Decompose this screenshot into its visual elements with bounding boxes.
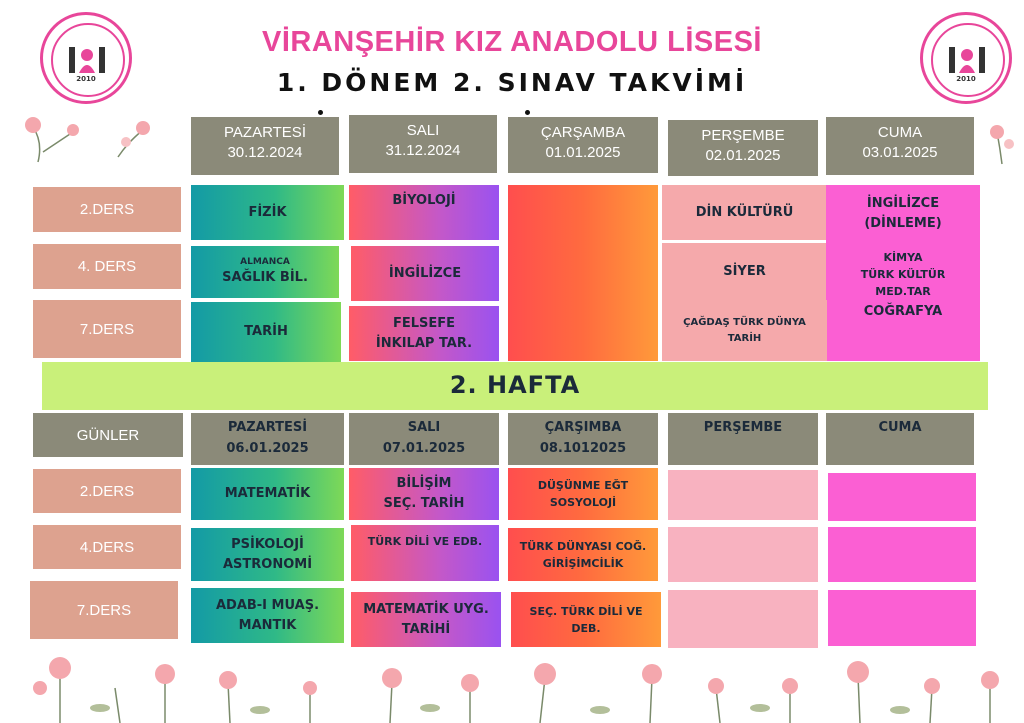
day-date: 30.12.2024 [227, 144, 303, 161]
school-title: VİRANŞEHİR KIZ ANADOLU LİSESİ [261, 26, 762, 58]
subject: TARİH [244, 324, 288, 339]
subject: FİZİK [248, 204, 287, 220]
exam-cell-empty [508, 185, 658, 361]
day-name: PERŞEMBE [703, 420, 783, 435]
day-header-thursday [668, 120, 818, 176]
exam-cell-empty [828, 590, 976, 646]
logo-year: 2010 [956, 75, 976, 83]
subject: DEB. [571, 621, 601, 635]
day-name: PAZARTESİ [224, 124, 306, 141]
exam-cell [826, 185, 980, 243]
day-date: 02.01.2025 [705, 147, 781, 164]
subject: TÜRK DİLİ VE EDB. [367, 535, 483, 548]
subject: SİYER [723, 263, 766, 279]
subject: DİN KÜLTÜRÜ [695, 204, 794, 220]
exam-cell [191, 588, 344, 643]
exam-cell [349, 306, 499, 361]
day-name: ÇARŞAMBA [540, 124, 626, 141]
exam-cell [511, 592, 661, 647]
subject: SAĞLIK BİL. [222, 270, 308, 285]
subject: İNKILAP TAR. [375, 335, 473, 351]
day-header-friday [826, 117, 974, 175]
logo-year: 2010 [76, 75, 96, 83]
exam-cell-empty [668, 527, 818, 582]
exam-cell-empty [668, 470, 818, 520]
subject: COĞRAFYA [863, 304, 943, 319]
day-header-monday [191, 413, 344, 465]
day-date: 31.12.2024 [385, 142, 461, 159]
subject: GİRİŞİMCİLİK [542, 556, 624, 570]
subject: TARİH [727, 332, 762, 344]
subject: ALMANCA [240, 257, 290, 267]
days-column-header: GÜNLER [33, 413, 183, 457]
subject: FELSEFE [392, 315, 456, 331]
subject: İNGİLİZCE [866, 196, 940, 211]
day-date: 07.01.2025 [382, 441, 466, 456]
exam-cell-empty [828, 527, 976, 582]
subject: TARİHİ [401, 621, 451, 637]
exam-cell [349, 468, 499, 520]
subject: TÜRK KÜLTÜR [860, 268, 946, 281]
exam-cell [508, 468, 658, 520]
subject: ASTRONOMİ [222, 556, 313, 572]
exam-cell [191, 246, 339, 298]
period-label: 2.DERS [33, 187, 181, 232]
day-name: PAZARTESİ [227, 420, 308, 435]
subject: MATEMATİK [224, 486, 311, 501]
school-logo-right [920, 12, 1012, 104]
period-label: 2.DERS [33, 469, 181, 513]
school-logo-left [40, 12, 132, 104]
day-date: 01.01.2025 [545, 144, 621, 161]
subject: SEÇ. TARİH [383, 496, 465, 511]
exam-cell [191, 528, 344, 581]
day-name: ÇARŞIMBA [544, 420, 622, 435]
subject: DÜŞÜNME EĞT [537, 479, 629, 492]
subject: SOSYOLOJİ [549, 496, 617, 509]
week-2-banner: 2. HAFTA [42, 362, 988, 410]
period-label: 4. DERS [33, 244, 181, 289]
subject: MATEMATİK UYG. [363, 601, 489, 617]
girl-silhouette-icon [67, 45, 107, 75]
exam-cell [351, 246, 499, 301]
flower-decoration-icon [985, 120, 1019, 165]
day-name: PERŞEMBE [701, 127, 785, 144]
day-date: 08.1012025 [539, 441, 627, 456]
decor-dot [318, 110, 323, 115]
day-header-friday [826, 413, 974, 465]
flower-decoration-icon [18, 112, 158, 167]
day-name: SALI [406, 122, 440, 139]
subject: BİYOLOJİ [392, 193, 456, 208]
girl-silhouette-icon [947, 45, 987, 75]
exam-cell [191, 468, 344, 520]
day-name: CUMA [878, 420, 922, 435]
flower-border-icon [0, 648, 1024, 723]
period-label: 4.DERS [33, 525, 181, 569]
subject: MANTIK [238, 617, 297, 633]
subject: (DİNLEME) [864, 216, 942, 231]
exam-title: 1. DÖNEM 2. SINAV TAKVİMİ [276, 68, 748, 97]
exam-cell [351, 525, 499, 581]
exam-cell [662, 243, 827, 300]
subject: PSİKOLOJİ [231, 536, 304, 552]
subject: ADAB-I MUAŞ. [215, 597, 320, 613]
subject: KİMYA [883, 251, 923, 264]
subject: TÜRK DÜNYASI COĞ. [519, 539, 647, 553]
period-label: 7.DERS [33, 300, 181, 358]
exam-cell [349, 185, 499, 240]
day-header-thursday [668, 413, 818, 465]
decor-dot [525, 110, 530, 115]
exam-cell [508, 528, 658, 581]
exam-cell [351, 592, 501, 647]
day-header-wednesday [508, 117, 658, 173]
day-name: SALI [407, 420, 441, 435]
exam-cell [191, 302, 341, 362]
exam-cell [826, 243, 980, 361]
exam-cell [191, 185, 344, 240]
period-label: 7.DERS [30, 581, 178, 639]
day-header-wednesday [508, 413, 658, 465]
day-header-monday [191, 117, 339, 175]
day-header-tuesday [349, 115, 497, 173]
subject: BİLİŞİM [396, 476, 452, 491]
day-header-tuesday [349, 413, 499, 465]
subject: İNGİLİZCE [388, 265, 462, 281]
exam-cell [662, 300, 827, 361]
exam-cell [662, 185, 827, 240]
day-date: 06.01.2025 [226, 441, 309, 456]
exam-cell-empty [828, 473, 976, 521]
subject: ÇAĞDAŞ TÜRK DÜNYA [683, 316, 806, 328]
subject: SEÇ. TÜRK DİLİ VE [529, 604, 643, 618]
subject: MED.TAR [875, 285, 931, 298]
day-name: CUMA [877, 124, 923, 141]
day-date: 03.01.2025 [862, 144, 938, 161]
exam-cell-empty [668, 590, 818, 648]
